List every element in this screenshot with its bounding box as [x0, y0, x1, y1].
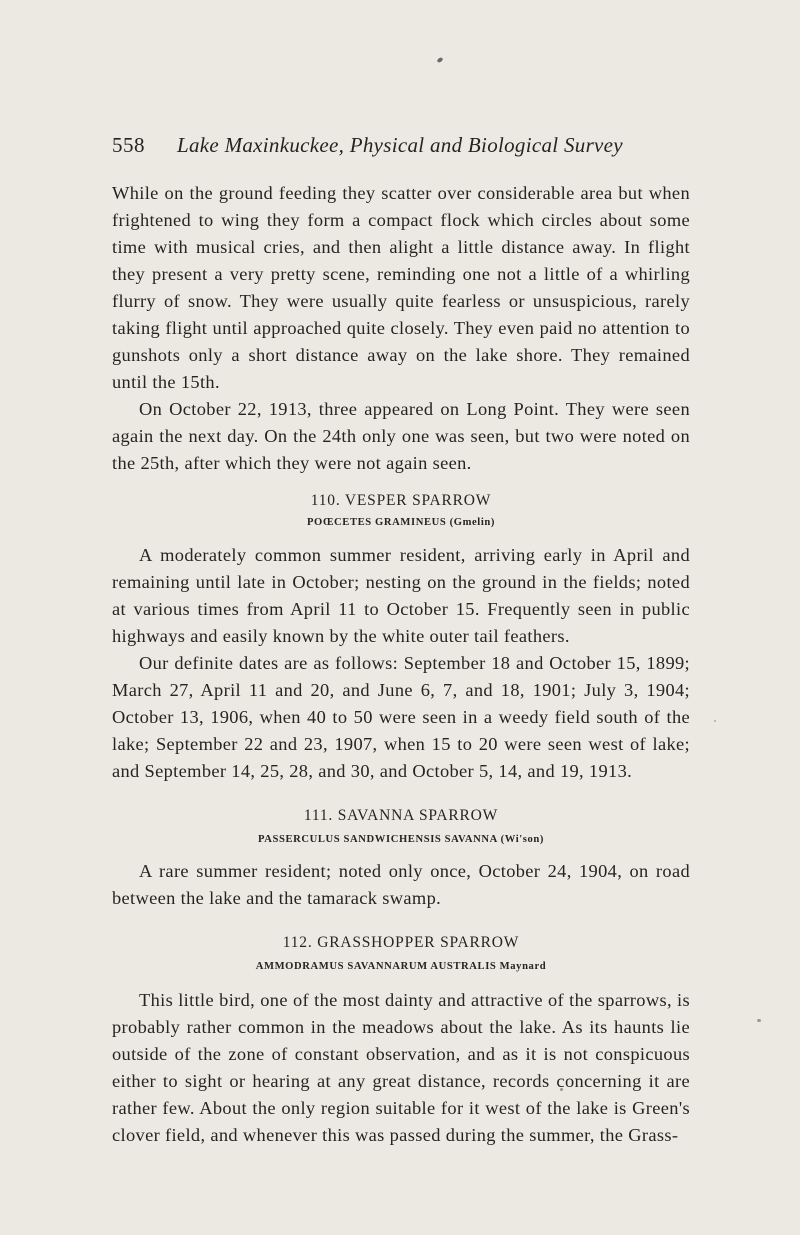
- section-grasshopper-sparrow: [112, 933, 690, 1149]
- paragraph: While on the ground feeding they scatter over considerable area but when frightened to wing they form a compact flock which circles about some time with musical cries, and then alight a little distance away. In flight they present a very pretty scene, reminding one not a little of a whirling flurry of snow. They were usually quite fearless or unsuspicious, rarely taking flight until approached quite closely. They even paid no attention to gunshots only a short distance away on the lake shore. They remained until the 15th.: [112, 183, 690, 392]
- paper-speck: [436, 57, 443, 64]
- paragraph: A moderately common summer resident, arriving early in April and remaining until late in October; nesting on the ground in the fields; noted at various times from April 11 to October 15. Frequently seen in public highways and easily known by the white outer tail feathers.: [112, 545, 690, 646]
- paragraph: This little bird, one of the most dainty and attractive of the sparrows, is probably rather common in the meadows about the lake. As its haunts lie outside of the zone of constant observation, and as it is not conspicuous either to sight or hearing at any great distance, records concerning it are rather few. About the only region suitable for it west of the lake is Green's clover field, and whenever this was passed during the summer, the Grass-: [112, 990, 690, 1145]
- paper-speck: [714, 720, 716, 722]
- running-title: Lake Maxinkuckee, Physical and Biological Survey: [177, 133, 623, 157]
- paragraph: Our definite dates are as follows: September 18 and October 15, 1899; March 27, April 11 and 20, and June 6, 7, and 18, 1901; July 3, 1904; October 13, 1906, when 40 to 50 were seen in a weedy field south of the lake; September 22 and 23, 1907, when 15 to 20 were seen west of lake; and September 14, 25, 28, and 30, and October 5, 14, and 19, 1913.: [112, 653, 690, 781]
- page-number: 558: [112, 133, 145, 157]
- section-title: 110. VESPER SPARROW: [310, 492, 492, 509]
- section-vesper-sparrow: [112, 491, 690, 785]
- section-title: 112. GRASSHOPPER SPARROW: [282, 934, 520, 951]
- section-scientific-name: POŒCETES GRAMINEUS (Gmelin): [306, 517, 496, 528]
- section-title: 111. SAVANNA SPARROW: [303, 807, 499, 824]
- page-header: [112, 133, 712, 163]
- page-body: [112, 180, 690, 1149]
- section-scientific-name: AMMODRAMUS SAVANNARUM AUSTRALIS Maynard: [255, 961, 547, 972]
- paragraph: On October 22, 1913, three appeared on Long Point. They were seen again the next day. On the 24th only one was seen, but two were noted on the 25th, after which they were not again seen.: [112, 399, 690, 473]
- section-savanna-sparrow: [112, 806, 690, 912]
- paper-speck: [757, 1019, 761, 1022]
- section-scientific-name: PASSERCULUS SANDWICHENSIS SAVANNA (Wi'son): [257, 834, 545, 845]
- paragraph: A rare summer resident; noted only once, October 24, 1904, on road between the lake and the tamarack swamp.: [112, 861, 690, 908]
